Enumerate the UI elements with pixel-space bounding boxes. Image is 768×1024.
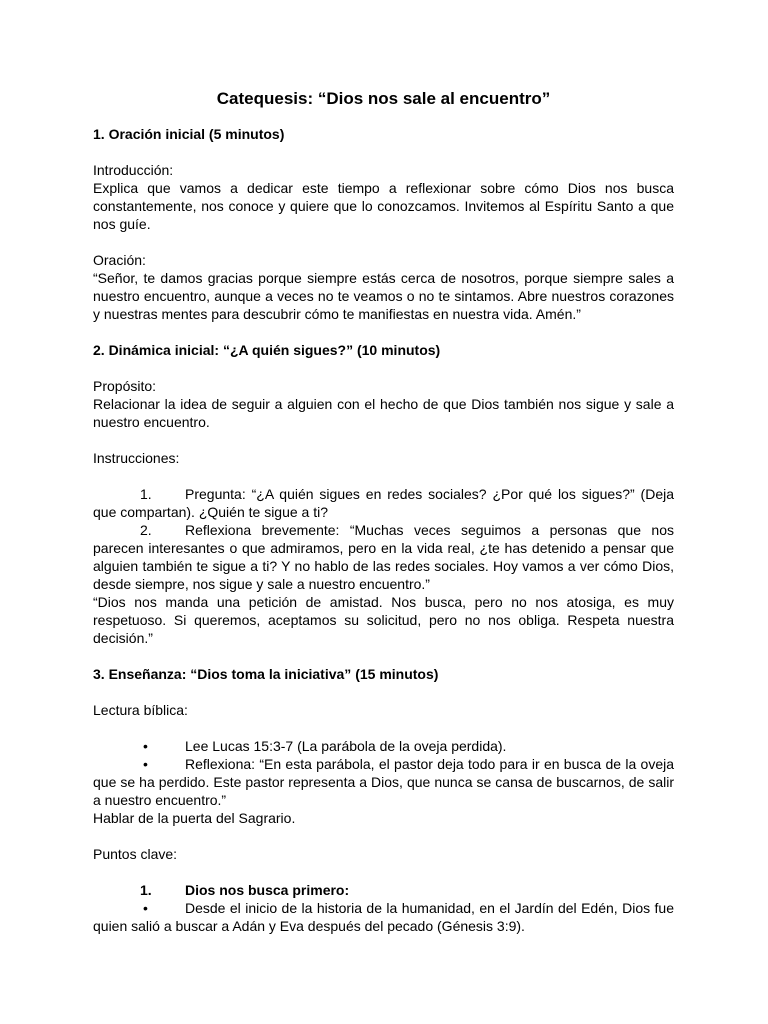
purpose-label: Propósito: [93, 378, 157, 394]
keypoint-text: Dios nos busca primero: [185, 882, 350, 898]
list-item-text: Lee Lucas 15:3-7 (La parábola de la oveja perdida). [185, 738, 507, 754]
section-heading-ensenanza: 3. Enseñanza: “Dios toma la iniciativa” (15 minutos) [93, 666, 439, 682]
list-item [93, 521, 674, 593]
list-item [93, 899, 674, 935]
intro-label: Introducción: [93, 162, 174, 178]
section-heading-dinamica-inicial: 2. Dinámica inicial: “¿A quién sigues?” (10 minutos) [93, 342, 441, 358]
bullet-marker: • [143, 756, 148, 772]
bullet-marker: • [143, 738, 148, 754]
reading-label: Lectura bíblica: [93, 702, 188, 718]
list-number: 1. [140, 882, 152, 898]
list-item [93, 755, 674, 809]
list-item-text: Desde el inicio de la historia de la humanidad, en el Jardín del Edén, Dios fue quien salió a buscar a Adán y Eva después del pecado (Génesis 3:9). [93, 900, 674, 934]
keypoints-label: Puntos clave: [93, 846, 178, 862]
intro-paragraph: Explica que vamos a dedicar este tiempo a reflexionar sobre cómo Dios nos busca constantemente, nos conoce y quiere que lo conozcamos. Invitemos al Espíritu Santo a que nos guíe. [93, 180, 674, 232]
bullet-marker: • [143, 900, 148, 916]
instructions-label: Instrucciones: [93, 450, 180, 466]
list-item [93, 737, 674, 755]
prayer-label: Oración: [93, 252, 146, 268]
note-paragraph: Hablar de la puerta del Sagrario. [93, 810, 296, 826]
prayer-paragraph: “Señor, te damos gracias porque siempre estás cerca de nosotros, porque siempre sales a nuestro encuentro, aunque a veces no te veamos o no te sintamos. Abre nuestros corazones y nuestras mentes para descubrir cómo te manifiestas en nuestra vida. Amén.” [93, 270, 674, 322]
purpose-paragraph: Relacionar la idea de seguir a alguien con el hecho de que Dios también nos sigue y sale a nuestro encuentro. [93, 396, 674, 430]
list-item-text: Reflexiona brevemente: “Muchas veces seguimos a personas que nos parecen interesantes o que admiramos, pero en la vida real, ¿te has detenido a pensar que alguien también te sigue a ti? Y no hablo de las redes sociales. Hoy vamos a ver cómo Dios, desde siempre, nos sigue y sale a nuestro encuentro.” [93, 522, 674, 592]
section-heading-oracion-inicial: 1. Oración inicial (5 minutos) [93, 126, 285, 142]
list-item-text: Reflexiona: “En esta parábola, el pastor deja todo para ir en busca de la oveja que se ha perdido. Este pastor representa a Dios, que nunca se cansa de buscarnos, de salir a nuestro encuentro.” [93, 756, 674, 808]
list-item-text: Pregunta: “¿A quién sigues en redes sociales? ¿Por qué los sigues?” (Deja que compartan). ¿Quién te sigue a ti? [93, 486, 674, 520]
closing-paragraph: “Dios nos manda una petición de amistad. Nos busca, pero no nos atosiga, es muy respetuoso. Si queremos, aceptamos su solicitud, pero no nos obliga. Respeta nuestra decisión.” [93, 594, 674, 646]
keypoint-item [93, 881, 674, 899]
document-title: Catequesis: “Dios nos sale al encuentro” [216, 89, 551, 108]
list-number: 2. [140, 522, 152, 538]
list-item [93, 485, 674, 521]
list-number: 1. [140, 486, 152, 502]
